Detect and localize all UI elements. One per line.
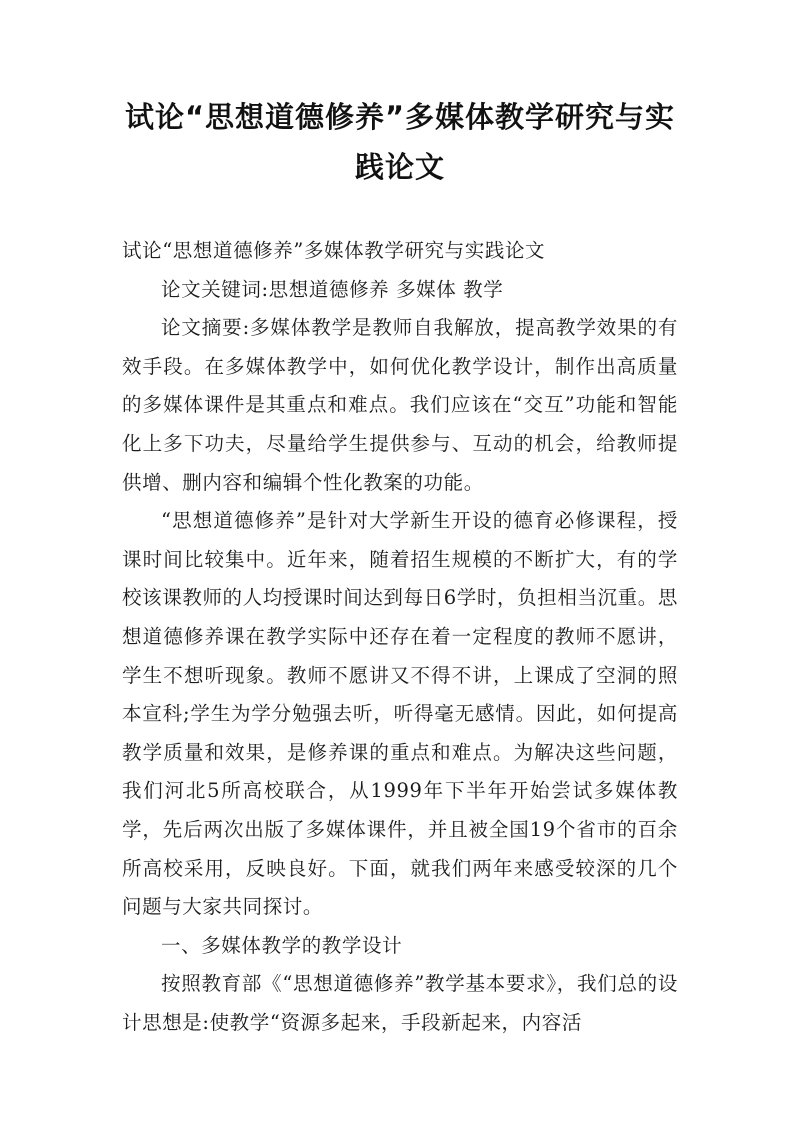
document-body [122, 232, 678, 1042]
document-title: 试论“思想道德修养”多媒体教学研究与实践论文 [124, 100, 676, 184]
paragraph-keywords: 论文关键词:思想道德修养 多媒体 教学 [161, 277, 504, 301]
section-heading: 一、多媒体教学的教学设计 [161, 933, 403, 957]
paragraph-heading: 试论“思想道德修养”多媒体教学研究与实践论文 [122, 239, 546, 262]
paragraph-body: “思想道德修养”是针对大学新生开设的德育必修课程，授课时间比较集中。近年来，随着招生规模的不断扩大，有的学校该课教师的人均授课时间达到每日6学时，负担相当沉重。思想道德修养课在教学实际中还存在着一定程度的教师不愿讲，学生不想听现象。教师不愿讲又不得不讲，上课成了空洞的照本宣科;学生为学分勉强去听，听得毫无感情。因此，如何提高教学质量和效果，是修养课的重点和难点。为解决这些问题，我们河北5所高校联合，从1999年下半年开始尝试多媒体教学，先后两次出版了多媒体课件，并且被全国19个省市的百余所高校采用，反映良好。下面，就我们两年来感受较深的几个问题与大家共同探讨。 [122, 509, 678, 919]
paragraph-body: 按照教育部《“思想道德修养”教学基本要求》，我们总的设计思想是:使教学“资源多起来，手段新起来，内容活 [122, 972, 678, 1034]
paragraph-abstract: 论文摘要:多媒体教学是教师自我解放，提高教学效果的有效手段。在多媒体教学中，如何优化教学设计，制作出高质量的多媒体课件是其重点和难点。我们应该在“交互”功能和智能化上多下功夫，尽量给学生提供参与、互动的机会，给教师提供增、删内容和编辑个性化教案的功能。 [122, 316, 678, 494]
